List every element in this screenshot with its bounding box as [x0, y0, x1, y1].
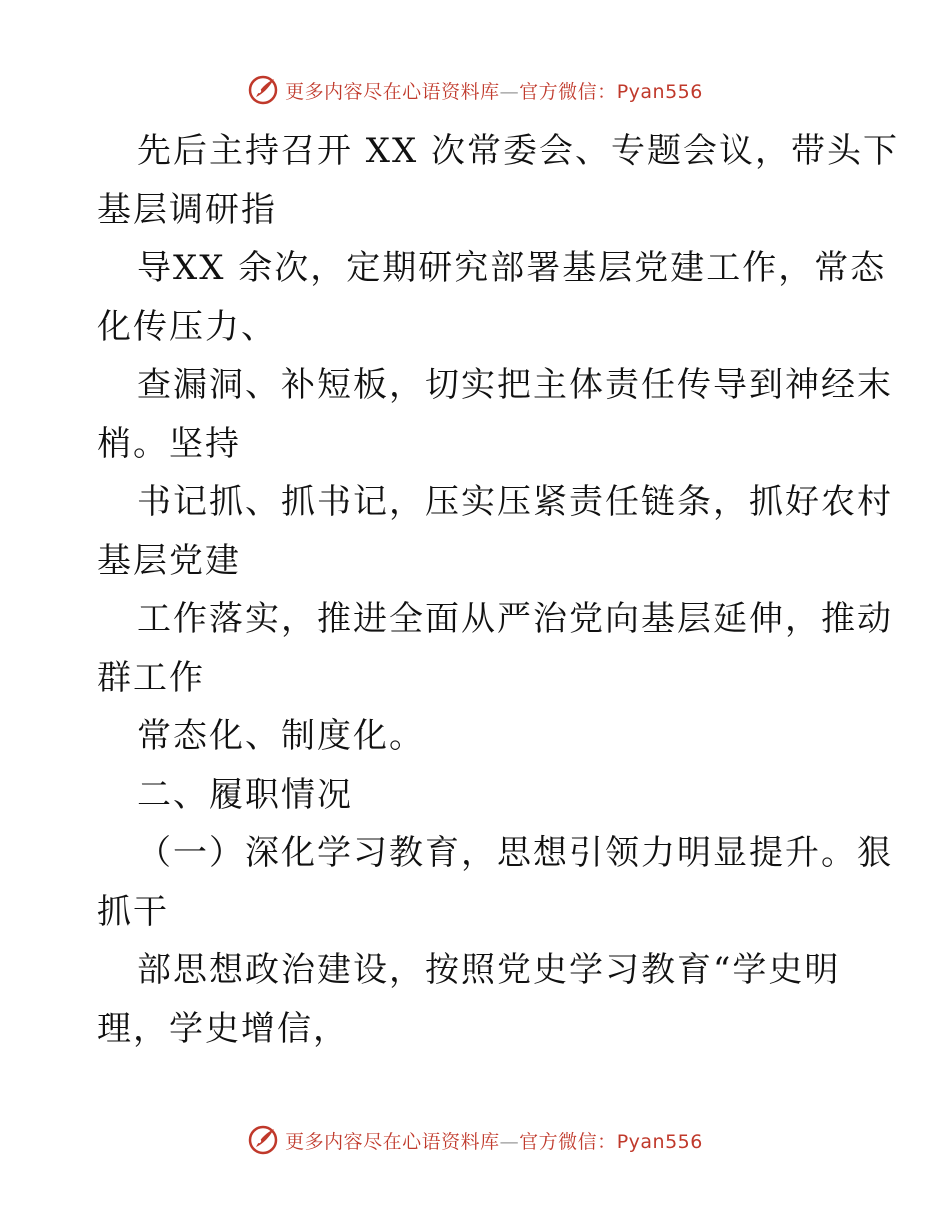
text-line: 抓干	[97, 891, 169, 932]
text-line: 理，学史增信，	[97, 1008, 349, 1049]
text-line: 常态化、制度化。	[137, 716, 425, 756]
text-line: 化传压力、	[97, 306, 277, 347]
footer-watermark	[0, 1120, 950, 1160]
watermark-text	[285, 1127, 703, 1154]
text-line: 基层调研指	[97, 189, 277, 230]
text-line: 导XX 余次，定期研究部署基层党建工作，常态	[137, 248, 887, 288]
watermark-separator: —	[499, 1130, 520, 1153]
text-line: 梢。坚持	[97, 423, 241, 464]
text-line: 先后主持召开 XX 次常委会、专题会议，带头下	[137, 131, 900, 171]
watermark-contact-label: 官方微信：	[519, 80, 617, 103]
text-line: 查漏洞、补短板，切实把主体责任传导到神经末	[137, 365, 893, 405]
document-body	[97, 122, 900, 1058]
watermark-text	[285, 77, 703, 104]
text-line: 部思想政治建设，按照党史学习教育“学史明	[137, 950, 841, 990]
text-line: 群工作	[97, 657, 205, 698]
watermark-separator: —	[499, 80, 520, 103]
header-watermark	[0, 70, 950, 110]
watermark-title: 更多内容尽在心语资料库	[285, 80, 500, 103]
section-heading: 二、履职情况	[137, 774, 353, 815]
text-line: 基层党建	[97, 540, 241, 581]
watermark-title: 更多内容尽在心语资料库	[285, 1130, 500, 1153]
text-line: 书记抓、抓书记，压实压紧责任链条，抓好农村	[137, 482, 893, 522]
quill-logo-icon	[247, 1124, 279, 1156]
watermark-contact-handle: Pyan556	[616, 1130, 703, 1153]
quill-logo-icon	[247, 74, 279, 106]
text-line: （一）深化学习教育，思想引领力明显提升。狠	[137, 833, 893, 873]
watermark-contact-label: 官方微信：	[519, 1130, 617, 1153]
text-line: 工作落实，推进全面从严治党向基层延伸，推动	[137, 599, 893, 639]
watermark-contact-handle: Pyan556	[616, 80, 703, 103]
